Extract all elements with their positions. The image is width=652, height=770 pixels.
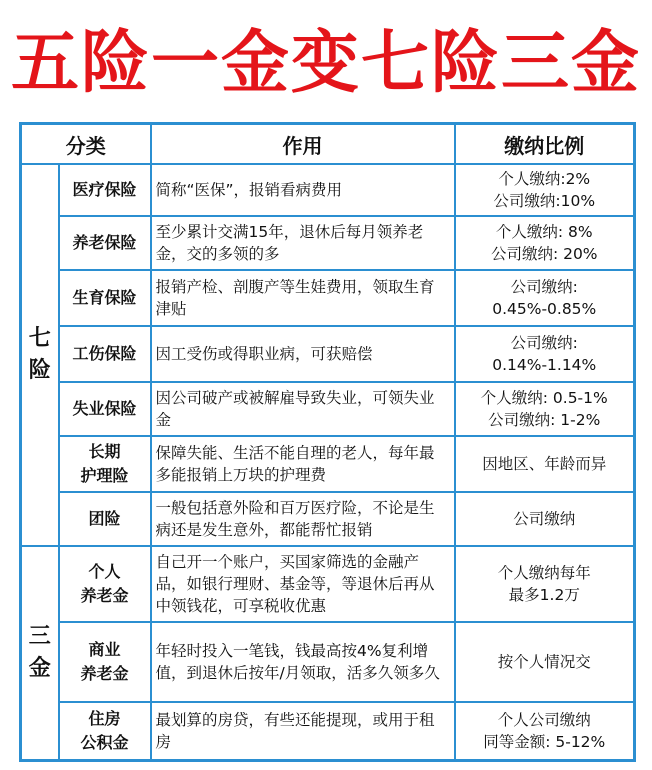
table-row — [21, 492, 635, 546]
table-row — [21, 326, 635, 382]
group-label: 七 险 — [28, 326, 51, 383]
table-row — [21, 546, 635, 622]
row-usage: 报销产检、剖腹产等生娃费用，领取生育津贴 — [151, 270, 455, 326]
row-usage: 因工受伤或得职业病，可获赔偿 — [151, 326, 455, 382]
row-name: 长期 护理险 — [59, 436, 151, 492]
row-usage: 简称“医保”，报销看病费用 — [151, 164, 455, 216]
header-ratio: 缴纳比例 — [455, 124, 635, 165]
row-usage: 最划算的房贷，有些还能提现，或用于租房 — [151, 702, 455, 760]
row-name: 个人 养老金 — [59, 546, 151, 622]
row-ratio: 按个人情况交 — [455, 622, 635, 702]
row-ratio: 个人缴纳: 0.5-1% 公司缴纳: 1-2% — [455, 382, 635, 436]
row-ratio: 个人缴纳每年 最多1.2万 — [455, 546, 635, 622]
row-usage: 因公司破产或被解雇导致失业，可领失业金 — [151, 382, 455, 436]
row-name: 住房 公积金 — [59, 702, 151, 760]
row-ratio: 个人缴纳: 8% 公司缴纳: 20% — [455, 216, 635, 270]
row-usage: 自己开一个账户，买国家筛选的金融产品，如银行理财、基金等，等退休后再从中领钱花，可享税收优惠 — [151, 546, 455, 622]
group-three-funds — [21, 546, 59, 760]
table-row — [21, 702, 635, 760]
table-row — [21, 164, 635, 216]
row-name: 生育保险 — [59, 270, 151, 326]
row-name: 商业 养老金 — [59, 622, 151, 702]
row-usage: 一般包括意外险和百万医疗险，不论是生病还是发生意外，都能帮忙报销 — [151, 492, 455, 546]
table-row — [21, 436, 635, 492]
header-category: 分类 — [21, 124, 151, 165]
row-usage: 保障失能、生活不能自理的老人，每年最多能报销上万块的护理费 — [151, 436, 455, 492]
table-row — [21, 216, 635, 270]
row-ratio: 公司缴纳: 0.14%-1.14% — [455, 326, 635, 382]
row-ratio: 个人公司缴纳 同等金额: 5-12% — [455, 702, 635, 760]
table-header-row — [21, 124, 635, 165]
row-usage: 至少累计交满15年，退休后每月领养老金，交的多领的多 — [151, 216, 455, 270]
group-seven-insurances — [21, 164, 59, 546]
header-usage: 作用 — [151, 124, 455, 165]
row-name: 工伤保险 — [59, 326, 151, 382]
group-label: 三 金 — [28, 623, 51, 681]
table-row — [21, 270, 635, 326]
table-row — [21, 622, 635, 702]
insurance-table — [19, 122, 636, 762]
page-title: 五险一金变七险三金 — [10, 23, 641, 103]
row-name: 医疗保险 — [59, 164, 151, 216]
row-name: 失业保险 — [59, 382, 151, 436]
table-row — [21, 382, 635, 436]
row-ratio: 因地区、年龄而异 — [455, 436, 635, 492]
row-ratio: 个人缴纳:2% 公司缴纳:10% — [455, 164, 635, 216]
row-name: 团险 — [59, 492, 151, 546]
row-usage: 年轻时投入一笔钱，钱最高按4%复利增值，到退休后按年/月领取，活多久领多久 — [151, 622, 455, 702]
row-name: 养老保险 — [59, 216, 151, 270]
row-ratio: 公司缴纳 — [455, 492, 635, 546]
row-ratio: 公司缴纳: 0.45%-0.85% — [455, 270, 635, 326]
